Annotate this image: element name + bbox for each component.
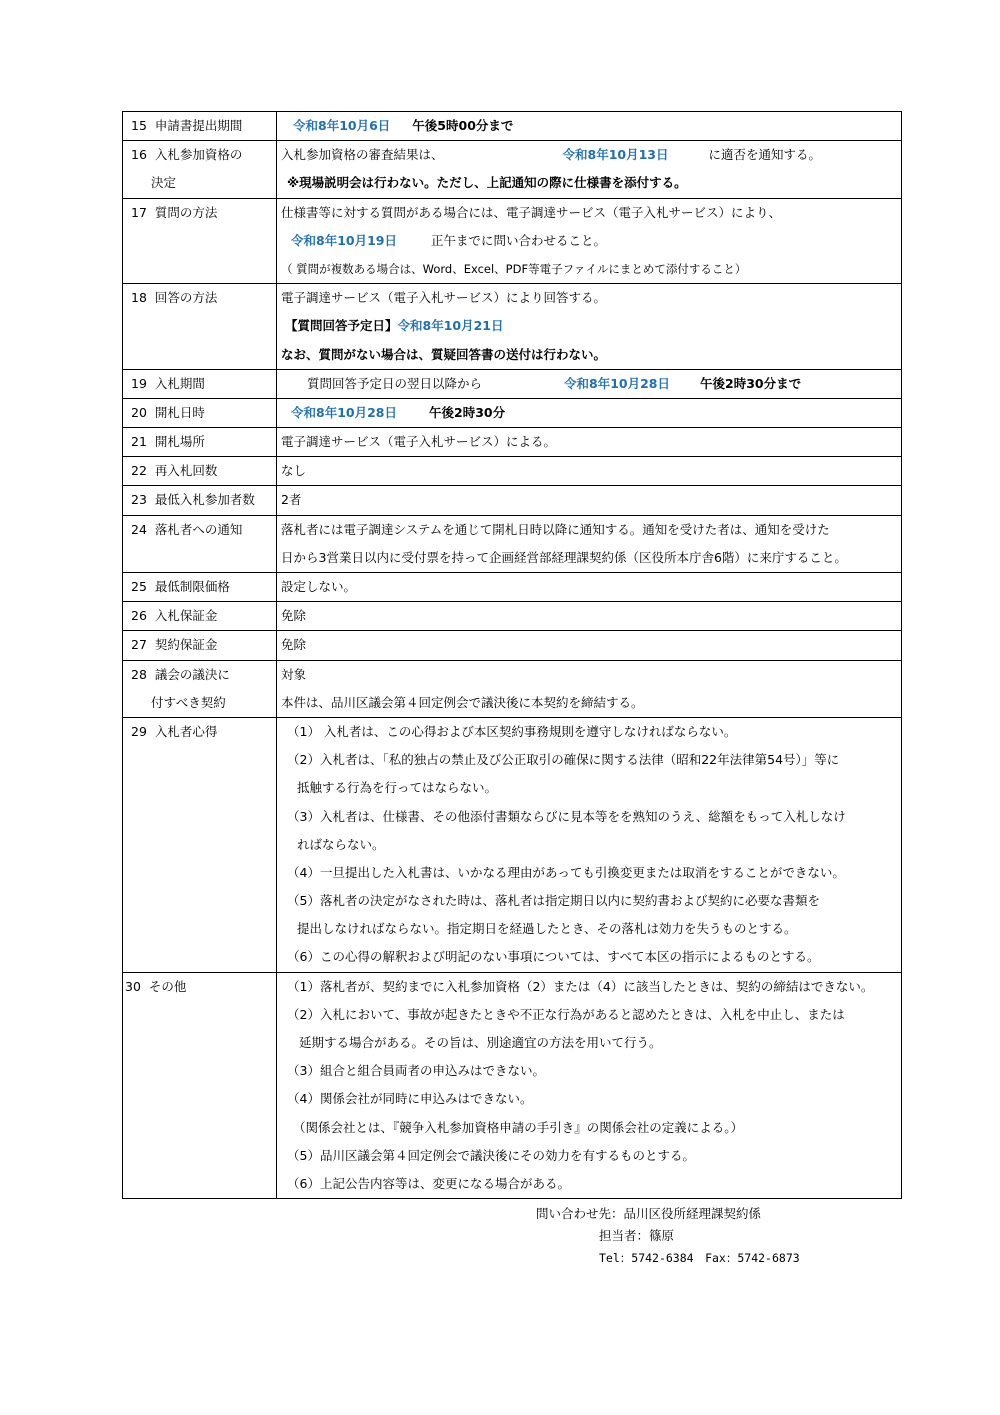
content-text: 仕様書等に対する質問がある場合には、電子調達サービス（電子入札サービス）により、	[281, 204, 782, 220]
item-number: 22	[131, 463, 147, 479]
table-row	[123, 428, 902, 457]
content-text: 設定しない。	[281, 579, 357, 594]
content-note: ※現場説明会は行わない。ただし、上記通知の際に仕様書を添付する。	[287, 175, 687, 191]
list-item: （6）上記公告内容等は、変更になる場合がある。	[287, 1175, 570, 1191]
content-text: 対象	[281, 666, 307, 682]
item-number: 20	[131, 404, 147, 420]
item-number: 26	[131, 608, 147, 624]
table-row	[123, 112, 902, 141]
item-number: 30	[125, 978, 141, 994]
opening-date: 令和8年10月28日	[291, 404, 397, 420]
list-item: （3）組合と組合員両者の申込みはできない。	[287, 1063, 545, 1079]
item-label: 回答の方法	[154, 290, 218, 306]
content-text: 本件は、品川区議会第４回定例会で議決後に本契約を締結する。	[281, 694, 644, 710]
question-date: 令和8年10月19日	[291, 232, 397, 248]
item-number: 16	[131, 147, 147, 163]
table-row	[123, 369, 902, 398]
item-number: 28	[131, 666, 147, 682]
item-label-cont: 決定	[151, 175, 177, 191]
item-label: 最低入札参加者数	[154, 492, 255, 508]
answer-date: 令和8年10月21日	[397, 318, 504, 334]
table-row	[123, 573, 902, 602]
opening-time: 午後2時30分	[429, 404, 506, 420]
item-label: 質問の方法	[154, 204, 218, 220]
content-text: 2者	[281, 492, 302, 508]
table-row	[123, 631, 902, 660]
list-item: （3）入札者は、仕様書、その他添付書類ならびに見本等をを熟知のうえ、総額をもって入札しなけ	[287, 808, 846, 824]
item-label-cont: 付すべき契約	[151, 694, 226, 710]
list-item-cont: （関係会社とは、『競争入札参加資格申請の手引き』の関係会社の定義による。）	[293, 1119, 744, 1135]
list-item: （4）関係会社が同時に申込みはできない。	[287, 1091, 533, 1107]
item-label: その他	[148, 978, 187, 994]
list-item: （4）一旦提出した入札書は、いかなる理由があっても引換変更または取消をすることができない。	[287, 864, 845, 880]
bid-end-time: 午後2時30分まで	[700, 375, 802, 391]
item-number: 17	[131, 204, 147, 220]
item-number: 19	[131, 375, 147, 391]
item-number: 27	[131, 637, 147, 653]
table-row	[123, 486, 902, 515]
item-number: 18	[131, 290, 147, 306]
content-text: 免除	[281, 637, 307, 653]
table-row	[123, 398, 902, 427]
item-label: 入札期間	[154, 375, 205, 391]
content-text: 質問回答予定日の翌日以降から	[307, 375, 483, 391]
content-text: 正午までに問い合わせること。	[431, 232, 607, 248]
list-item-cont: 延期する場合がある。その旨は、別途適宜の方法を用いて行う。	[299, 1035, 662, 1050]
tender-conditions-table	[122, 111, 902, 1199]
item-number: 23	[131, 492, 147, 508]
item-label: 開札日時	[154, 404, 205, 420]
item-label: 申請書提出期間	[154, 118, 243, 133]
table-row	[123, 198, 902, 284]
list-item-cont: 抵触する行為を行ってはならない。	[297, 780, 498, 796]
list-item-cont: ればならない。	[297, 836, 385, 852]
item-number: 29	[131, 723, 147, 739]
contact-office: 問い合わせ先：品川区役所経理課契約係	[536, 1206, 762, 1221]
item-label: 再入札回数	[154, 463, 218, 479]
content-text: 電子調達サービス（電子入札サービス）による。	[281, 434, 557, 450]
table-row	[123, 717, 902, 972]
table-row	[123, 660, 902, 717]
content-note: なお、質問がない場合は、質疑回答書の送付は行わない。	[281, 346, 607, 362]
table-row	[123, 141, 902, 198]
item-label: 議会の議決に	[154, 666, 230, 682]
content-text: に適否を通知する。	[708, 147, 822, 163]
item-number: 25	[131, 579, 147, 594]
deadline-time: 午後5時00分まで	[412, 118, 514, 133]
table-row	[123, 602, 902, 631]
deadline-date: 令和8年10月6日	[293, 118, 391, 133]
list-item: （2）入札において、事故が起きたときや不正な行為があると認めたときは、入札を中止し、または	[287, 1006, 845, 1022]
contact-person: 担当者：篠原	[599, 1228, 675, 1243]
list-item-cont: 提出しなければならない。指定期日を経過したとき、その落札は効力を失うものとする。	[297, 921, 797, 937]
item-label: 契約保証金	[154, 637, 218, 653]
item-number: 15	[131, 118, 147, 133]
list-item: （5）落札者の決定がなされた時は、落札者は指定期日以内に契約書および契約に必要な書類を	[287, 893, 820, 909]
answer-date-label: 【質問回答予定日】	[285, 318, 398, 334]
content-text: 免除	[281, 608, 307, 624]
list-item: （6）この心得の解釈および明記のない事項については、すべて本区の指示によるものとする。	[287, 949, 820, 965]
table-row	[123, 972, 902, 1199]
content-text: 電子調達サービス（電子入札サービス）により回答する。	[281, 290, 607, 306]
item-label: 入札者心得	[154, 723, 218, 739]
table-row	[123, 515, 902, 572]
item-label: 入札保証金	[154, 608, 218, 624]
item-number: 24	[131, 521, 147, 537]
content-text: 入札参加資格の審査結果は、	[281, 147, 444, 163]
list-item: （1）落札者が、契約までに入札参加資格（2）または（4）に該当したときは、契約の締結はできない。	[287, 978, 874, 994]
item-label: 入札参加資格の	[154, 147, 243, 163]
notify-date: 令和8年10月13日	[562, 147, 669, 163]
table-row	[123, 457, 902, 486]
list-item: （1） 入札者は、この心得および本区契約事務規則を遵守しなければならない。	[287, 723, 737, 739]
content-text: なし	[281, 463, 307, 479]
item-label: 最低制限価格	[154, 579, 230, 594]
contact-phone-fax: Tel：5742-6384 Fax：5742-6873	[599, 1251, 800, 1265]
bid-end-date: 令和8年10月28日	[564, 375, 671, 391]
table-row	[123, 284, 902, 370]
item-number: 21	[131, 434, 147, 450]
item-label: 開札場所	[154, 434, 205, 450]
item-label: 落札者への通知	[154, 521, 243, 537]
content-text: （ 質問が複数ある場合は、Word、Excel、PDF等電子ファイルにまとめて添付すること）	[281, 261, 747, 276]
list-item: （5）品川区議会第４回定例会で議決後にその効力を有するものとする。	[287, 1147, 695, 1163]
content-text: 日から3営業日以内に受付票を持って企画経営部経理課契約係（区役所本庁舎6階）に来庁すること。	[281, 549, 847, 565]
content-text: 落札者には電子調達システムを通じて開札日時以降に通知する。通知を受けた者は、通知を受けた	[281, 521, 830, 537]
list-item: （2）入札者は、「私的独占の禁止及び公正取引の確保に関する法律（昭和22年法律第54号）」等に	[287, 752, 840, 768]
